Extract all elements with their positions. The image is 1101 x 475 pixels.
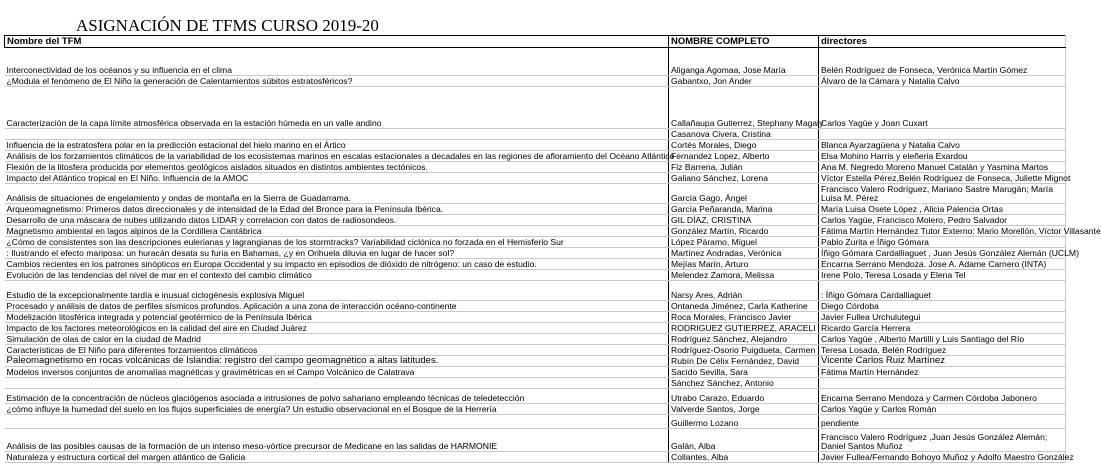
table-row (5, 452, 1066, 463)
student-name-cell: Sacido Sevilla, Sara (669, 367, 819, 378)
table-row (5, 204, 1066, 215)
tfm-title-cell: Estimación de la concentración de núcleos glaciógenos asociada a intrusiones de polvo sahariano empleando técnicas de teledetección (5, 389, 669, 404)
tfm-title-cell: Estudio de la excepcionalmente tardía e inusual ciclogénesis explosiva Miguel (5, 281, 669, 301)
student-name-cell: Utrabo Carazo, Eduardo (669, 389, 819, 404)
tfm-title-cell: ¿Modula el fenómeno de El Niño la generación de Calentamientos súbitos estratosféricos? (5, 76, 669, 87)
tfm-title-cell: Flexión de la litosfera producida por elementos geológicos aislados situados en distintos ambientes tectónicos. (5, 162, 669, 173)
tfm-title-cell: Análisis de los forzamientos climáticos de la variabilidad de los ecosistemas marinos en escalas estacionales a decadales en las regiones de afloramiento del Océano Atlántico (6, 151, 675, 161)
tfm-title-cell: Impacto de los factores meteorológicos en la calidad del aire en Ciudad Juárez (5, 323, 669, 334)
student-name-cell: Sánchez Sánchez, Antonio (669, 378, 819, 389)
student-name-cell: Rodríguez Sánchez, Alejandro (669, 334, 819, 345)
tfm-title-cell: Simulación de olas de calor en la ciudad de Madrid (5, 334, 669, 345)
student-name-cell: Fernandez Lopez, Alberto (669, 151, 819, 162)
student-name-cell: Callañaupa Gutierrez, Stephany Magaly (669, 87, 819, 129)
table-row (5, 415, 1066, 429)
header-nombre-tfm: Nombre del TFM (5, 36, 669, 48)
table-row (5, 270, 1066, 281)
student-name-cell: Fiz Barrena, Julián (669, 162, 819, 173)
student-name-cell: García Gago, Ángel (669, 184, 819, 204)
directors-cell: Ana M. Negredo Moreno Manuel Catalán y Yasmina Martos (819, 162, 1066, 173)
table-row (5, 301, 1066, 312)
tfm-title-cell: Naturaleza y estructura cortical del margen atlántico de Galicia (5, 452, 669, 463)
tfm-title-cell: Impacto del Atlántico tropical en El Niño. Influencia de la AMOC (5, 173, 669, 184)
student-name-cell: Cortés Morales, Diego (669, 140, 819, 151)
student-name-cell: Roca Morales, Francisco Javier (669, 312, 819, 323)
table-row (5, 281, 1066, 301)
student-name-cell: Valverde Santos, Jorge (669, 404, 819, 415)
tfm-title-cell: Magnetismo ambiental en lagos alpinos de la Cordillera Cantábrica (5, 226, 669, 237)
table-row (5, 248, 1066, 259)
directors-cell: Vicente Carlos Ruiz Martínez (819, 356, 1066, 367)
directors-cell: Encarna Serrano Mendoza. Jose A. Adame Carnero (INTA) (819, 259, 1066, 270)
table-header-row (5, 36, 1066, 48)
table-row (5, 87, 1066, 129)
directors-cell: Encarna Serrano Mendoza y Carmen Córdoba Jabonero (819, 389, 1066, 404)
table-row (5, 237, 1066, 248)
table-row (5, 404, 1066, 415)
student-name-cell: González Martín, Ricardo (669, 226, 819, 237)
student-name-cell: Ontaneda Jiménez, Carla Katherine (669, 301, 819, 312)
tfm-title-cell: Modelización litosférica integrada y potencial geotérmico de la Península Ibérica (5, 312, 669, 323)
document-title: ASIGNACIÓN DE TFMS CURSO 2019-20 (76, 16, 379, 35)
directors-cell: Carlos Yagüe , Alberto Martilli y Luis Santiago del Río (819, 334, 1066, 345)
directors-cell: Carlos Yagüe y Carlos Román (819, 404, 1066, 415)
tfm-title-cell: Interconectividad de los océanos y su influencia en el clima (5, 48, 669, 76)
directors-cell: Pablo Zurita e Íñigo Gómara (819, 237, 1066, 248)
student-name-cell: Mejías Marín, Arturo (669, 259, 819, 270)
table-row (5, 345, 1066, 356)
student-name-cell: Melendez Zamora, Melissa (669, 270, 819, 281)
directors-cell: Javier Fullea Urchulutegui (819, 312, 1066, 323)
tfm-title-cell: Evolución de las tendencias del nivel de mar en el contexto del cambio climático (5, 270, 669, 281)
tfm-title-cell: ¿Cómo de consistentes son las descripciones eulerianas y lagrangianas de los stormtracks? Variabilidad ciclónica no forzada en el Hemisferio Sur (5, 237, 669, 248)
directors-cell: : Íñigo Gómara Cardalliaguet (819, 281, 1066, 301)
directors-cell: Carlos Yagüe, Francisco Molero, Pedro Salvador (819, 215, 1066, 226)
directors-cell: Elsa Mohino Harris y eleñeria Exardou (819, 151, 1066, 162)
directors-cell: Teresa Losada, Belén Rodríguez (819, 345, 1066, 356)
table-row (5, 226, 1066, 237)
table-row (5, 323, 1066, 334)
table-row (5, 429, 1066, 452)
tfm-title-cell: : Ilustrando el efecto mariposa: un huracán desata su furia en Bahamas, ¿y en Orihuela diluvia en lugar de hacer sol? (5, 248, 669, 259)
directors-cell: Diego Córdoba (819, 301, 1066, 312)
directors-cell (819, 378, 1066, 389)
table-row (5, 184, 1066, 204)
student-name-cell: Rubín De Célix Fernández, David (669, 356, 819, 367)
tfm-title-cell (5, 415, 669, 429)
table-row (5, 140, 1066, 151)
directors-cell: María Luisa Osete López , Alicia Palencia Ortas (819, 204, 1066, 215)
student-name-cell: López Páramo, Miguel (669, 237, 819, 248)
table-row (5, 129, 1066, 140)
table-row (5, 389, 1066, 404)
tfm-title-cell: Caracterización de la capa límite atmosférica observada en la estación húmeda en un valle andino (5, 87, 669, 129)
tfm-title-cell: Arqueomagnetismo: Primeros datos direccionales y de intensidad de la Edad del Bronce para la Península Ibérica. (5, 204, 669, 215)
table-row (5, 334, 1066, 345)
table-row (5, 312, 1066, 323)
header-nombre-completo: NOMBRE COMPLETO (669, 36, 819, 48)
table-row (5, 48, 1066, 76)
tfm-title-cell (5, 378, 669, 389)
directors-cell: Ricardo García Herrera (819, 323, 1066, 334)
student-name-cell: Galiano Sánchez, Lorena (669, 173, 819, 184)
table-row (5, 173, 1066, 184)
tfm-title-cell (5, 129, 669, 140)
table-row (5, 76, 1066, 87)
table-row (5, 367, 1066, 378)
directors-cell: Víctor Estella Pérez,Belén Rodríguez de Fonseca, Juliette Mignot (819, 173, 1066, 184)
table-row (5, 215, 1066, 226)
tfm-title-cell: Desarrollo de una máscara de nubes utilizando datos LIDAR y correlacion con datos de radiosondeos. (5, 215, 669, 226)
directors-cell: Irene Polo, Teresa Losada y Elena Tel (819, 270, 1066, 281)
tfm-title-cell: Características de El Niño para diferentes forzamientos climáticos (5, 345, 669, 356)
directors-cell (819, 129, 1066, 140)
student-name-cell: Narsy Ares, Adrián (669, 281, 819, 301)
student-name-cell: Aliganga Agomaa, Jose María (669, 48, 819, 76)
tfm-title-cell: Procesado y análisis de datos de perfiles sísmicos profundos. Aplicación a una zona de interacción océano-continente (5, 301, 669, 312)
table-row (5, 162, 1066, 173)
student-name-cell: Rodríguez-Osorio Puigdueta, Carmen (669, 345, 819, 356)
directors-cell: Blanca Ayarzagüena y Natalia Calvo (819, 140, 1066, 151)
student-name-cell: GIL DÍAZ, CRISTINA (669, 215, 819, 226)
directors-cell: Íñigo Gómara Cardalliaguet , Juan Jesús González Alemán (UCLM) (819, 248, 1066, 259)
student-name-cell: García Peñaranda, Marina (669, 204, 819, 215)
directors-cell: Fátima Martín Hernández (819, 367, 1066, 378)
tfm-title-cell: Influencia de la estratosfera polar en la predicción estacional del hielo marino en el Ártico (5, 140, 669, 151)
directors-cell: pendiente (819, 415, 1066, 429)
directors-cell: Carlos Yagüe y Joan Cuxart (819, 87, 1066, 129)
student-name-cell: Casanova Civera, Cristina (669, 129, 819, 140)
tfm-title-cell: Modelos inversos conjuntos de anomalías magnéticas y gravimétricas en el Campo Volcánico de Calatrava (5, 367, 669, 378)
directors-cell: Francisco Valero Rodríguez, Mariano Sastre Marugán; María Luisa M. Pérez (819, 184, 1066, 204)
student-name-cell: RODRIGUEZ GUTIERREZ, ARACELI (669, 323, 819, 334)
table-row (5, 259, 1066, 270)
table-row (5, 151, 1066, 162)
student-name-cell: Martínez Andradas, Verónica (669, 248, 819, 259)
table-row (5, 378, 1066, 389)
directors-cell: Fátima Martín Hernández Tutor Externo: Mario Morellón, Víctor Villasante (819, 226, 1066, 237)
directors-cell: Álvaro de la Cámara y Natalia Calvo (819, 76, 1066, 87)
tfm-title-cell: ¿cómo influye la humedad del suelo en los flujos superficiales de energía? Un estudio observacional en el Bosque de la Herrería (5, 404, 669, 415)
student-name-cell: Collantes, Alba (669, 452, 819, 463)
table-row (5, 356, 1066, 367)
student-name-cell: Galán, Alba (669, 429, 819, 452)
tfm-title-cell: Análisis de las posibles causas de la formación de un intenso meso-vórtice precursor de Medicane en las salidas de HARMONIE (5, 429, 669, 452)
tfm-title-cell: Paleomagnetismo en rocas volcánicas de Islandia: registro del campo geomagnético a altas latitudes. (5, 356, 669, 367)
tfm-title-cell: Análisis de situaciones de engelamiento y ondas de montaña en la Sierra de Guadarrama. (5, 184, 669, 204)
directors-cell: Javier Fullea/Fernando Bohoyo Muñoz y Adolfo Maestro González (819, 452, 1066, 463)
directors-cell: Francisco Valero Rodríguez ,Juan Jesús González Alemán; Daniel Santos Muñoz (819, 429, 1066, 452)
header-directores: directores (819, 36, 1066, 48)
student-name-cell: Guillermo Lozano (669, 415, 819, 429)
student-name-cell: Gabantxo, Jon Ander (669, 76, 819, 87)
tfm-title-cell: Cambios recientes en los patrones sinópticos en Europa Occidental y su impacto en episodios de dióxido de nitrógeno: un caso de estudio. (5, 259, 669, 270)
directors-cell: Belén Rodríguez de Fonseca, Verónica Martín Gómez (819, 48, 1066, 76)
tfm-assignment-table (4, 35, 1101, 463)
